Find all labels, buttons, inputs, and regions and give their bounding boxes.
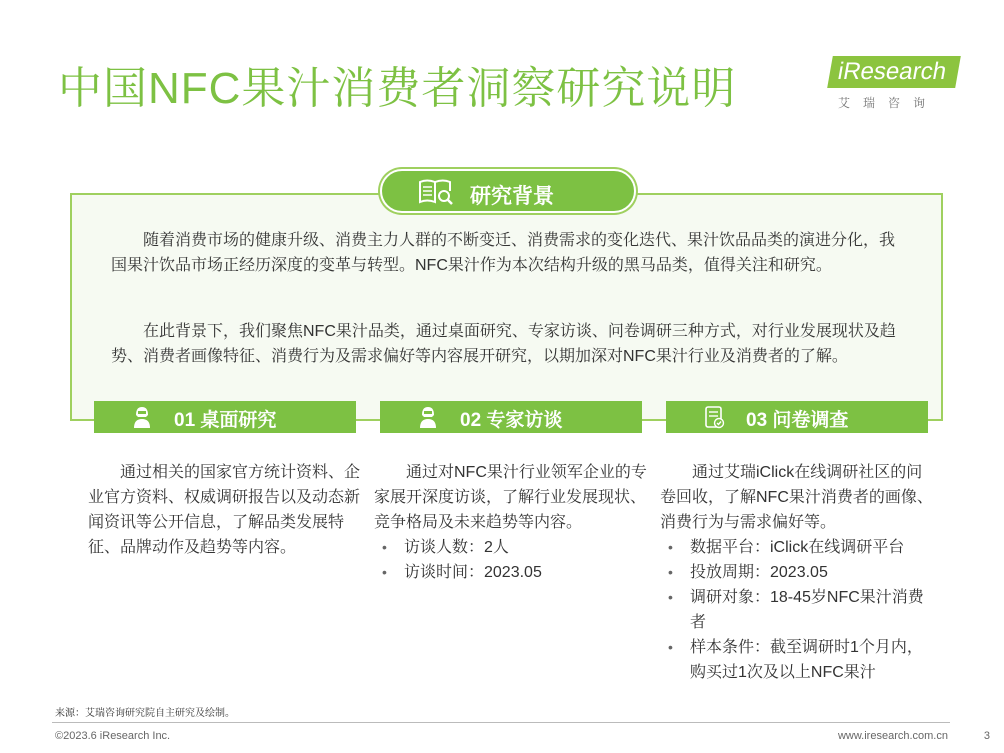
section-text: 通过艾瑞iClick在线调研社区的问卷回收，了解NFC果汁消费者的画像、消费行为与需求偏好等。 xyxy=(660,464,933,531)
section-header-desk-research xyxy=(94,401,356,433)
section-survey xyxy=(660,460,936,685)
section-heading: 02 专家访谈 xyxy=(460,410,563,431)
section-text: 通过对NFC果汁行业领军企业的专家展开深度访谈，了解行业发展现状、竞争格局及未来趋势等内容。 xyxy=(374,464,647,531)
section-heading: 01 桌面研究 xyxy=(174,410,277,431)
background-heading: 研究背景 xyxy=(470,185,554,208)
section-heading: 03 问卷调查 xyxy=(746,410,849,431)
background-paragraph-2: 在此背景下，我们聚焦NFC果汁品类，通过桌面研究、专家访谈、问卷调研三种方式，对行业发展现状及趋势、消费者画像特征、消费行为及需求偏好等内容展开研究，以期加深对NFC果汁行业及消费者的了解。 xyxy=(111,323,896,365)
source-note: 来源：艾瑞咨询研究院自主研究及绘制。 xyxy=(55,708,235,719)
iresearch-logo xyxy=(830,56,950,116)
bullet-list xyxy=(374,535,650,585)
checklist-document-icon xyxy=(702,405,726,429)
section-expert-interview xyxy=(374,460,650,585)
website-url: www.iresearch.com.cn xyxy=(837,730,948,742)
list-item: • 访谈人数：2人 xyxy=(374,535,650,560)
logo-subtitle: 艾瑞咨询 xyxy=(838,96,939,110)
footer-divider xyxy=(52,722,950,723)
section-text: 通过相关的国家官方统计资料、企业官方资料、权威调研报告以及动态新闻资讯等公开信息，了解品类发展特征、品牌动作及趋势等内容。 xyxy=(88,464,361,556)
list-item: • 调研对象：18-45岁NFC果汁消费者 xyxy=(660,585,936,635)
page-number: 3 xyxy=(983,730,990,742)
person-icon xyxy=(130,405,154,429)
person-icon xyxy=(416,405,440,429)
list-item: • 数据平台：iClick在线调研平台 xyxy=(660,535,936,560)
bullet-list xyxy=(660,535,936,685)
book-search-icon xyxy=(418,179,454,205)
background-heading-pill xyxy=(380,169,636,213)
list-item: • 样本条件：截至调研时1个月内，购买过1次及以上NFC果汁 xyxy=(660,635,936,685)
section-desk-research xyxy=(88,460,364,560)
section-header-survey xyxy=(666,401,928,433)
background-paragraph-1: 随着消费市场的健康升级、消费主力人群的不断变迁、消费需求的变化迭代、果汁饮品品类的演进分化，我国果汁饮品市场正经历深度的变革与转型。NFC果汁作为本次结构升级的黑马品类，值得关注和研究。 xyxy=(111,232,896,274)
section-header-expert-interview xyxy=(380,401,642,433)
page-title: 中国NFC果汁消费者洞察研究说明 xyxy=(58,64,737,113)
list-item: • 投放周期：2023.05 xyxy=(660,560,936,585)
list-item: • 访谈时间：2023.05 xyxy=(374,560,650,585)
background-panel xyxy=(70,193,943,421)
copyright: ©2023.6 iResearch Inc. xyxy=(55,730,171,742)
logo-wordmark: iResearch xyxy=(827,56,961,88)
